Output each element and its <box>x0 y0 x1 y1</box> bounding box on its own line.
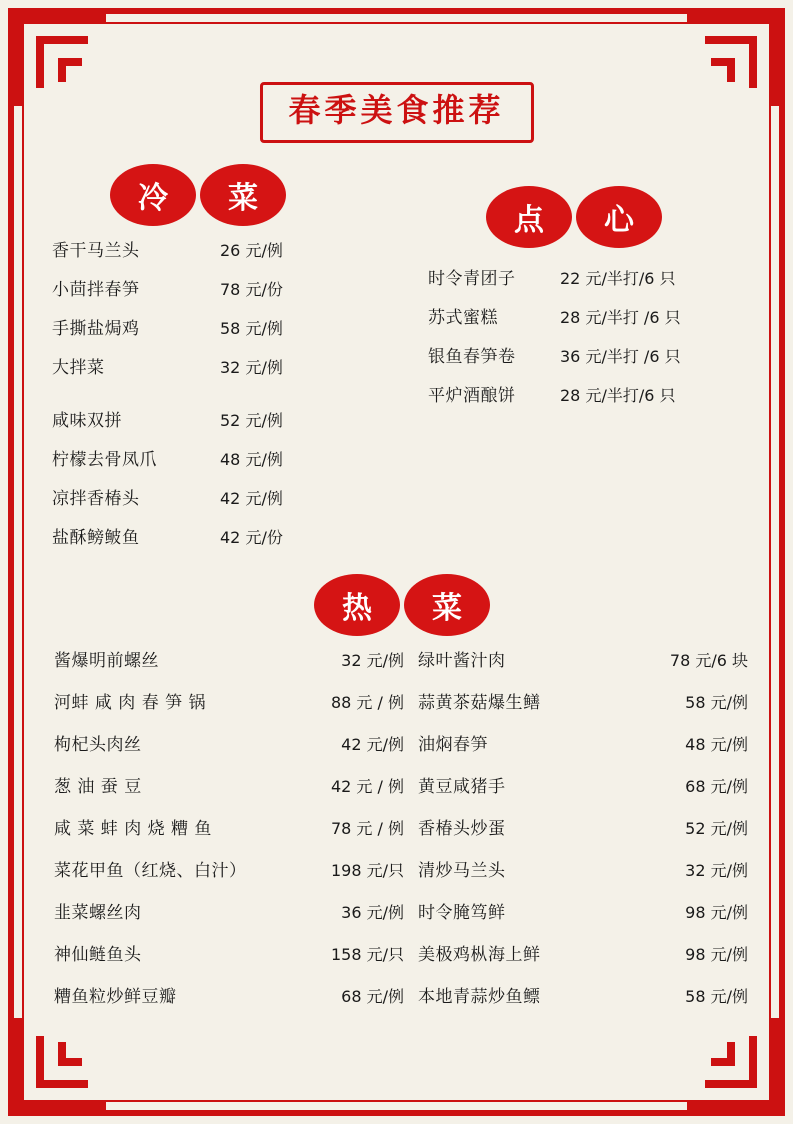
dish-name: 神仙鲢鱼头 <box>54 945 142 965</box>
dish-name: 小茴拌春笋 <box>52 280 140 300</box>
dish-price: 32 元/例 <box>220 358 283 377</box>
dish-price: 48 元/例 <box>220 450 283 469</box>
dish-name: 酱爆明前螺丝 <box>54 651 159 671</box>
page-title: 春季美食推荐 <box>288 91 505 129</box>
dish-name: 时令青团子 <box>428 269 516 289</box>
list-spacer <box>52 392 392 406</box>
dish-name: 平炉酒酿饼 <box>428 386 516 406</box>
dish-price: 42 元/份 <box>220 528 283 547</box>
section-badge-dimsum-1: 点 <box>486 186 572 248</box>
menu-list-hot-left <box>54 646 404 1024</box>
dish-name: 蒜黄茶菇爆生鳝 <box>418 693 541 713</box>
dish-name: 绿叶酱汁肉 <box>418 651 506 671</box>
dish-price: 32 元/例 <box>685 861 748 880</box>
section-badge-hot-2: 菜 <box>404 574 490 636</box>
section-badge-cold-2: 菜 <box>200 164 286 226</box>
menu-item-row <box>54 856 404 881</box>
dish-price: 42 元 / 例 <box>330 777 404 796</box>
dish-price: 36 元/半打 /6 只 <box>560 347 681 366</box>
section-badge-dimsum-2: 心 <box>576 186 662 248</box>
menu-item-row <box>418 772 748 797</box>
menu-item-row <box>54 940 404 965</box>
dish-price: 68 元/例 <box>341 987 404 1006</box>
dish-price: 52 元/例 <box>685 819 748 838</box>
dish-price: 32 元/例 <box>341 651 404 670</box>
section-header-cold <box>110 164 286 226</box>
poster-content <box>46 46 747 1078</box>
dish-name: 菜花甲鱼（红烧、白汁） <box>54 861 247 881</box>
dish-name: 柠檬去骨凤爪 <box>52 450 157 470</box>
dish-name: 咸味双拼 <box>52 411 122 431</box>
dish-price: 98 元/例 <box>685 903 748 922</box>
dish-name: 葱 油 蚕 豆 <box>54 777 142 797</box>
section-badge-cold-1: 冷 <box>110 164 196 226</box>
dish-price: 98 元/例 <box>685 945 748 964</box>
dish-name: 糟鱼粒炒鲜豆瓣 <box>54 987 177 1007</box>
dish-name: 时令腌笃鲜 <box>418 903 506 923</box>
menu-item-row <box>52 275 392 300</box>
dish-name: 苏式蜜糕 <box>428 308 498 328</box>
dish-price: 58 元/例 <box>685 987 748 1006</box>
menu-item-row <box>418 940 748 965</box>
dish-name: 凉拌香椿头 <box>52 489 140 509</box>
menu-item-row <box>418 688 748 713</box>
dish-name: 香干马兰头 <box>52 241 140 261</box>
dish-price: 22 元/半打/6 只 <box>560 269 676 288</box>
menu-item-row <box>54 772 404 797</box>
dish-name: 黄豆咸猪手 <box>418 777 506 797</box>
dish-name: 银鱼春笋卷 <box>428 347 516 367</box>
menu-item-row <box>54 982 404 1007</box>
menu-item-row <box>418 646 748 671</box>
menu-item-row <box>54 898 404 923</box>
section-header-hot <box>314 574 490 636</box>
menu-item-row <box>54 730 404 755</box>
menu-item-row <box>52 406 392 431</box>
dish-name: 本地青蒜炒鱼鳔 <box>418 987 541 1007</box>
dish-name: 韭菜螺丝肉 <box>54 903 142 923</box>
menu-list-dimsum <box>428 264 793 420</box>
dish-name: 咸 菜 蚌 肉 烧 糟 鱼 <box>54 819 212 839</box>
dish-price: 88 元 / 例 <box>330 693 404 712</box>
dish-name: 河蚌 咸 肉 春 笋 锅 <box>54 693 207 713</box>
dish-price: 158 元/只 <box>330 945 404 964</box>
menu-list-cold <box>52 236 392 562</box>
dish-name: 枸杞头肉丝 <box>54 735 142 755</box>
dish-price: 78 元/6 块 <box>669 651 748 670</box>
menu-item-row <box>418 856 748 881</box>
menu-item-row <box>52 445 392 470</box>
menu-item-row <box>428 342 793 367</box>
dish-price: 48 元/例 <box>685 735 748 754</box>
section-badge-hot-1: 热 <box>314 574 400 636</box>
menu-item-row <box>54 646 404 671</box>
dish-name: 清炒马兰头 <box>418 861 506 881</box>
dish-price: 58 元/例 <box>685 693 748 712</box>
menu-list-hot-right <box>418 646 748 1024</box>
dish-price: 78 元/份 <box>220 280 283 299</box>
menu-item-row <box>418 730 748 755</box>
dish-price: 52 元/例 <box>220 411 283 430</box>
dish-name: 美极鸡枞海上鲜 <box>418 945 541 965</box>
dish-name: 大拌菜 <box>52 358 105 378</box>
menu-item-row <box>54 814 404 839</box>
menu-item-row <box>418 982 748 1007</box>
menu-item-row <box>418 898 748 923</box>
dish-price: 78 元 / 例 <box>330 819 404 838</box>
dish-name: 香椿头炒蛋 <box>418 819 506 839</box>
menu-item-row <box>52 353 392 378</box>
dish-price: 28 元/半打/6 只 <box>560 386 676 405</box>
menu-item-row <box>428 381 793 406</box>
dish-price: 198 元/只 <box>330 861 404 880</box>
dish-name: 手撕盐焗鸡 <box>52 319 140 339</box>
dish-price: 28 元/半打 /6 只 <box>560 308 681 327</box>
dish-price: 42 元/例 <box>220 489 283 508</box>
menu-item-row <box>52 236 392 261</box>
dish-name: 盐酥鳑鲏鱼 <box>52 528 140 548</box>
menu-item-row <box>428 264 793 289</box>
poster-title-box <box>259 82 533 143</box>
dish-price: 58 元/例 <box>220 319 283 338</box>
dish-price: 36 元/例 <box>341 903 404 922</box>
menu-item-row <box>418 814 748 839</box>
dish-price: 42 元/例 <box>341 735 404 754</box>
dish-price: 68 元/例 <box>685 777 748 796</box>
dish-name: 油焖春笋 <box>418 735 488 755</box>
menu-item-row <box>52 523 392 548</box>
menu-item-row <box>52 314 392 339</box>
menu-item-row <box>52 484 392 509</box>
dish-price: 26 元/例 <box>220 241 283 260</box>
menu-item-row <box>54 688 404 713</box>
menu-item-row <box>428 303 793 328</box>
section-header-dimsum <box>486 186 662 248</box>
